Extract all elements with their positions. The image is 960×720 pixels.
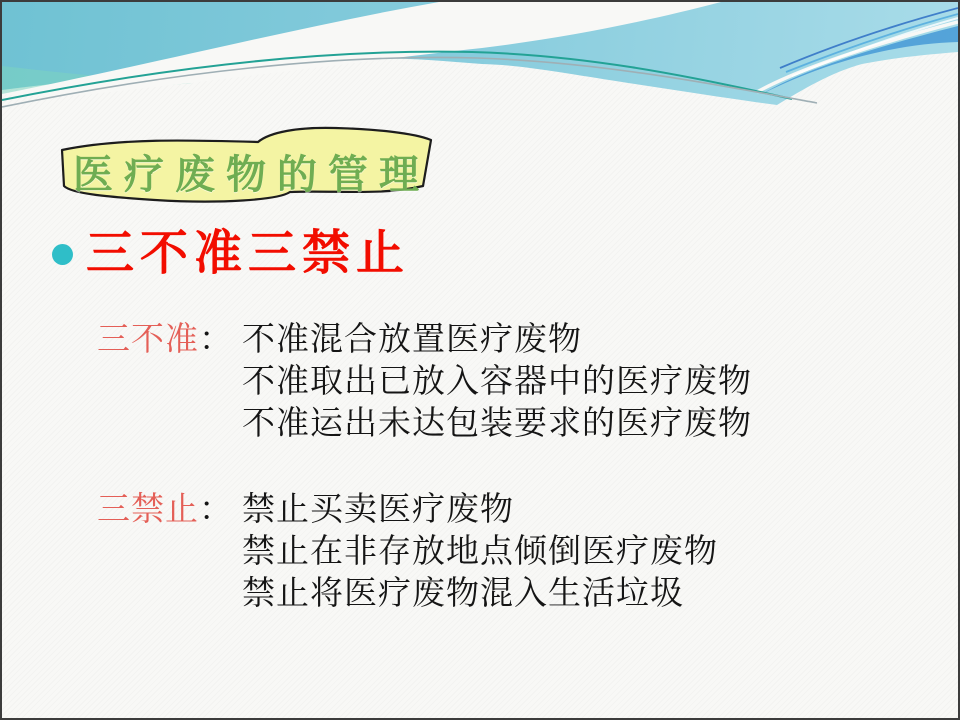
bullet-icon xyxy=(52,244,73,265)
heading-text: 三不准三禁止 xyxy=(86,226,411,280)
rule-block-sanjinzhi xyxy=(97,489,718,615)
title-banner xyxy=(50,122,442,218)
rule-label-colon: ： xyxy=(199,322,233,358)
rule-lines xyxy=(242,319,752,445)
heading-row xyxy=(52,222,410,286)
rule-label-colon: ： xyxy=(199,492,233,528)
rule-lines xyxy=(242,489,718,615)
rule-label-text: 三不准 xyxy=(97,322,199,358)
rule-block-label xyxy=(97,489,242,531)
rule-line: 禁止将医疗废物混入生活垃圾 xyxy=(242,576,684,612)
rule-block-label xyxy=(97,319,242,361)
rule-block-sanbuzhun xyxy=(97,319,752,445)
rule-line: 禁止买卖医疗废物 xyxy=(242,492,514,528)
rule-line: 不准取出已放入容器中的医疗废物 xyxy=(242,364,752,400)
rule-label-text: 三禁止 xyxy=(97,492,199,528)
rule-line: 不准混合放置医疗废物 xyxy=(242,322,582,358)
banner-title: 医疗废物的管理 xyxy=(73,152,430,197)
rule-line: 不准运出未达包装要求的医疗废物 xyxy=(242,406,752,442)
rule-line: 禁止在非存放地点倾倒医疗废物 xyxy=(242,534,718,570)
